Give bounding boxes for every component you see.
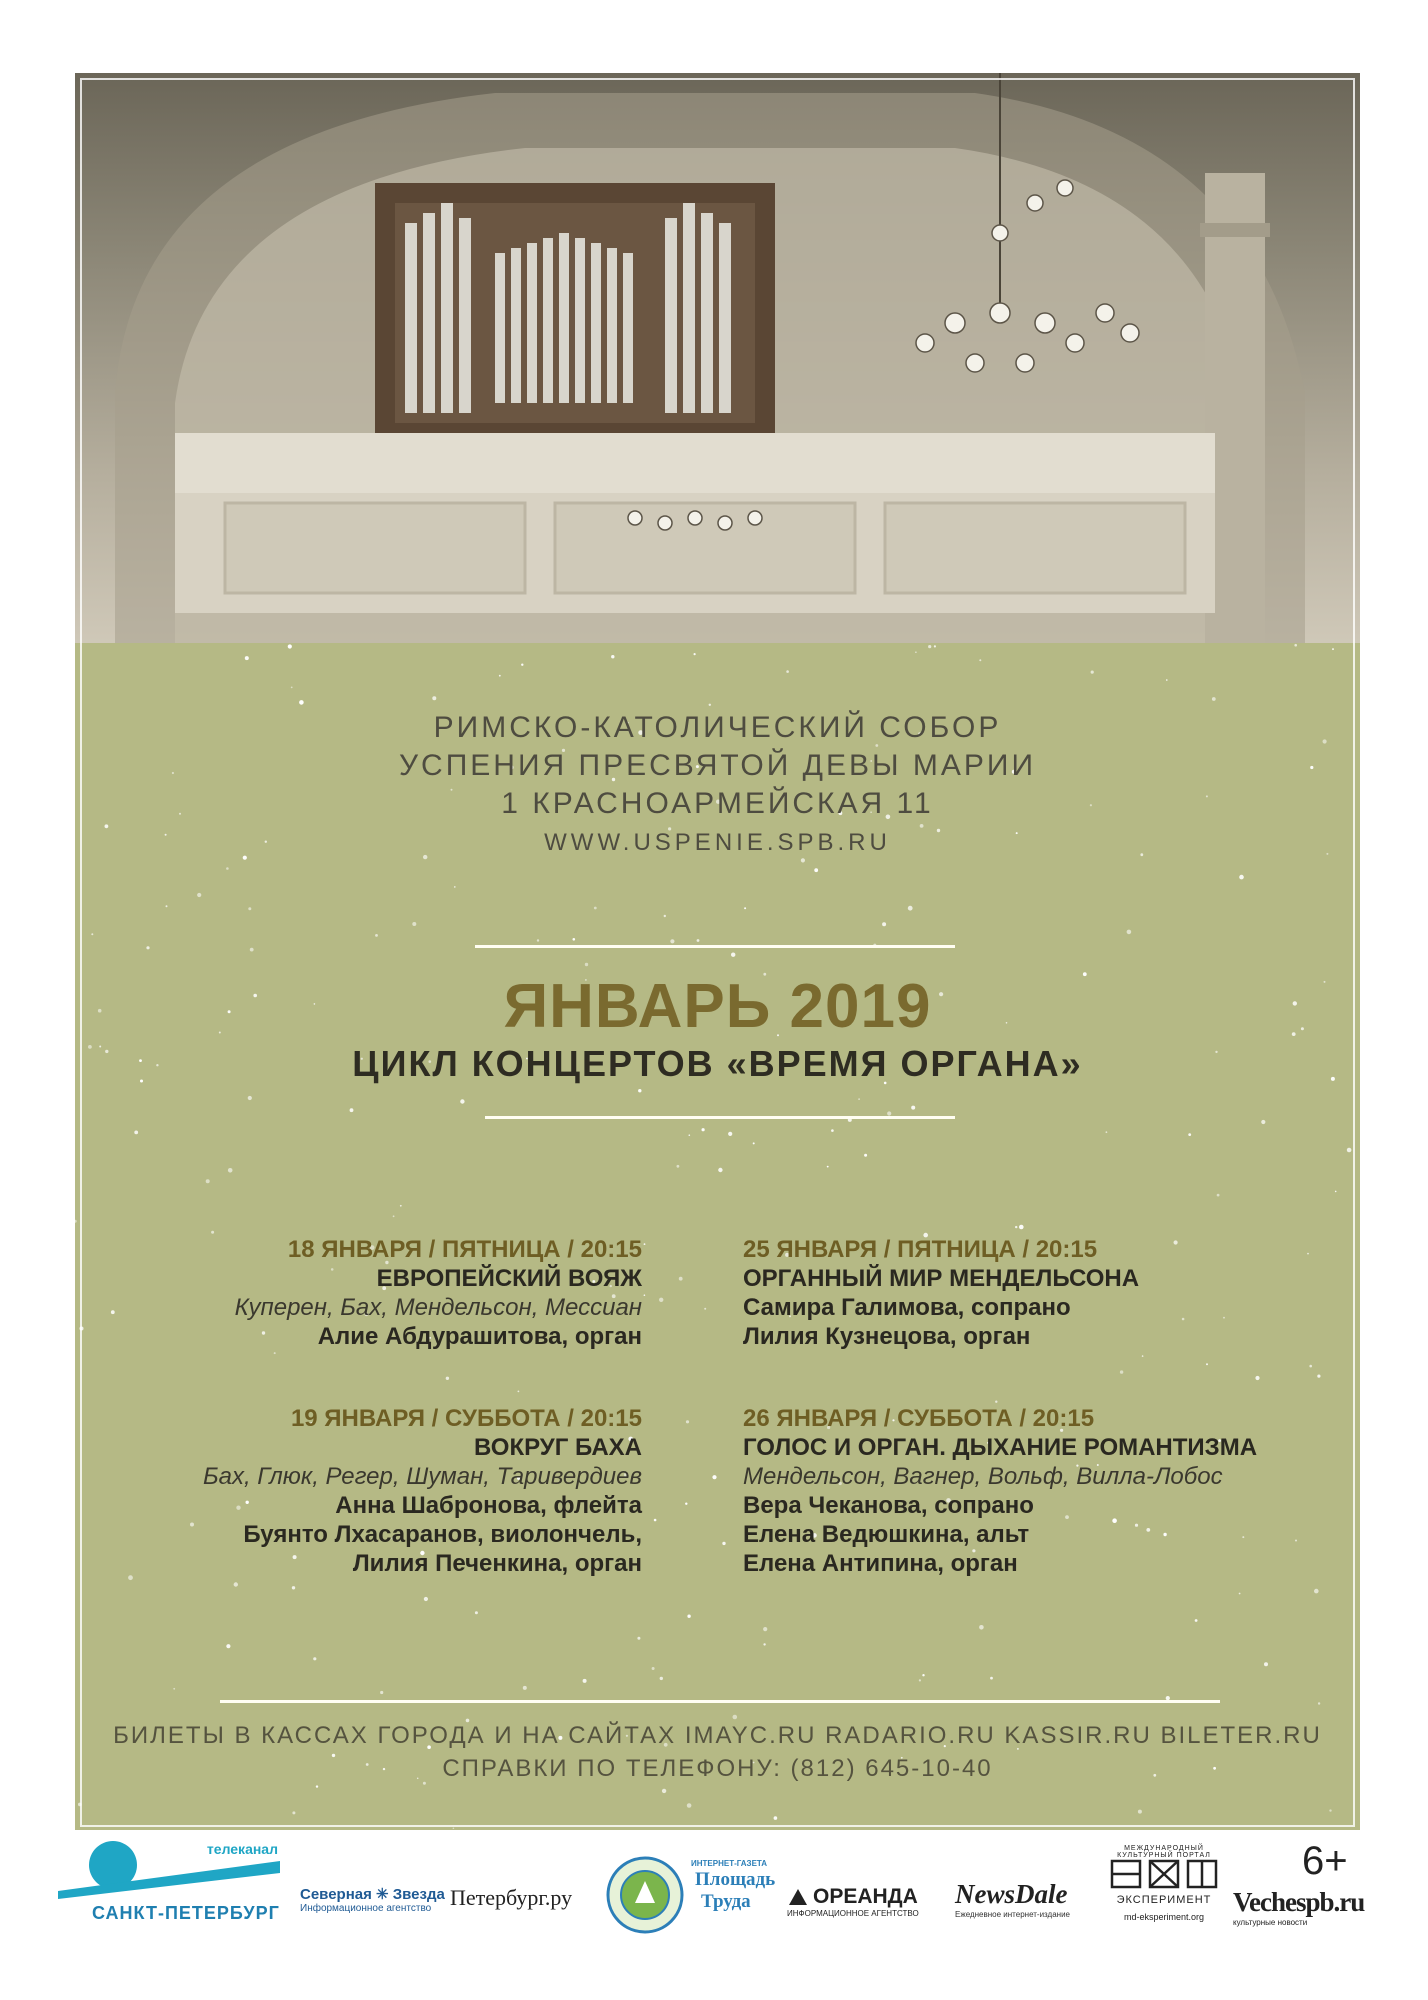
sparkle-dot — [166, 905, 168, 907]
sparkle-dot — [313, 1657, 316, 1660]
sparkle-dot — [134, 1131, 138, 1135]
sparkle-dot — [1212, 697, 1216, 701]
sparkle-dot — [664, 915, 666, 917]
sparkle-dot — [128, 1575, 133, 1580]
tickets-info: БИЛЕТЫ В КАССАХ ГОРОДА И НА САЙТАХ IMAYC.RU RADARIO.RU KASSIR.RU BILETER.RU — [113, 1722, 1322, 1749]
sparkle-dot — [919, 1679, 921, 1681]
sparkle-dot — [687, 1615, 690, 1618]
sparkle-dot — [644, 1294, 646, 1296]
sparkle-dot — [499, 675, 501, 677]
tv-label: телеканал — [206, 1841, 278, 1857]
event-performer: Лилия Кузнецова, орган — [743, 1323, 1031, 1350]
sparkle-dot — [1239, 875, 1244, 880]
sparkle-dot — [858, 1098, 860, 1100]
sparkle-dot — [585, 963, 588, 966]
sparkle-dot — [228, 1168, 233, 1173]
zvezda-sub: Информационное агентство — [300, 1903, 432, 1914]
month-title: ЯНВАРЬ 2019 — [503, 972, 932, 1041]
sparkle-dot — [1332, 648, 1334, 650]
event-program: Мендельсон, Вагнер, Вольф, Вилла-Лобос — [743, 1463, 1223, 1490]
sparkle-dot — [685, 1503, 687, 1505]
event-title: ЕВРОПЕЙСКИЙ ВОЯЖ — [376, 1265, 642, 1292]
sparkle-dot — [1317, 1375, 1320, 1378]
md-name: ЭКСПЕРИМЕНТ — [1116, 1894, 1212, 1906]
sparkle-dot — [80, 1327, 84, 1331]
sparkle-dot — [234, 1582, 238, 1586]
peterburg-name: Петербург.ру — [450, 1885, 573, 1910]
sparkle-dot — [887, 1111, 891, 1115]
sparkle-dot — [644, 1243, 646, 1245]
event-card — [235, 1235, 642, 1351]
sparkle-dot — [432, 696, 436, 700]
event-performer: Анна Шабронова, флейта — [335, 1492, 642, 1519]
vechespb-logo[interactable] — [1233, 1887, 1363, 1927]
sparkle-dot — [1264, 1662, 1268, 1666]
sparkle-dot — [704, 1308, 706, 1310]
sparkle-dot — [801, 858, 805, 862]
sparkle-dot — [689, 1134, 691, 1136]
sparkle-dot — [1295, 1540, 1297, 1542]
oreanda-sub: ИНФОРМАЦИОННОЕ АГЕНТСТВО — [787, 1909, 919, 1918]
sparkle-dot — [654, 1519, 657, 1522]
sparkle-dot — [1188, 1133, 1191, 1136]
zvezda-name: Северная ✳ Звезда — [300, 1886, 445, 1903]
sparkle-dot — [248, 907, 251, 910]
sparkle-dot — [446, 1377, 449, 1380]
md-label-2: КУЛЬТУРНЫЙ ПОРТАЛ — [1117, 1852, 1211, 1859]
sparkle-dot — [1182, 1318, 1185, 1321]
sparkle-dot — [1195, 1619, 1198, 1622]
event-program: Бах, Глюк, Регер, Шуман, Таривердиев — [202, 1463, 642, 1490]
sparkle-dot — [1314, 1589, 1319, 1594]
sparkle-dot — [190, 1523, 194, 1527]
sparkle-dot — [1223, 1317, 1225, 1319]
sparkle-dot — [226, 867, 229, 870]
sparkle-dot — [712, 1475, 716, 1479]
sparkle-dot — [652, 1667, 655, 1670]
sparkle-dot — [583, 1679, 587, 1683]
sparkle-dot — [316, 1785, 318, 1787]
oreanda-name: ОРЕАНДА — [813, 1885, 918, 1908]
sparkle-dot — [774, 1816, 778, 1820]
sparkle-dot — [91, 933, 93, 935]
sparkle-dot — [686, 1420, 689, 1423]
ploshad-name-2: Труда — [701, 1891, 751, 1912]
event-date: 25 ЯНВАРЯ / ПЯТНИЦА / 20:15 — [743, 1236, 1098, 1263]
sparkle-dot — [299, 700, 304, 705]
sparkle-dot — [1174, 1240, 1178, 1244]
sparkle-dot — [922, 1674, 924, 1676]
sparkle-dot — [211, 1231, 214, 1234]
sparkle-dot — [1347, 1148, 1352, 1153]
sparkle-dot — [637, 1637, 640, 1640]
sparkle-dot — [292, 1586, 295, 1589]
sparkle-dot — [1166, 679, 1168, 681]
sparkle-dot — [173, 1688, 175, 1690]
tv-name: САНКТ-ПЕТЕРБУРГ — [92, 1903, 280, 1923]
event-performer: Буянто Лхасаранов, виолончель, — [243, 1521, 642, 1548]
sparkle-dot — [453, 1828, 455, 1830]
sparkle-dot — [882, 922, 886, 926]
sparkle-dot — [75, 1220, 77, 1223]
sparkle-dot — [1294, 644, 1297, 647]
event-title: ВОКРУГ БАХА — [474, 1434, 642, 1461]
md-label-1: МЕЖДУНАРОДНЫЙ — [1124, 1845, 1204, 1852]
sparkle-dot — [995, 1401, 997, 1403]
sparkle-dot — [1019, 1225, 1024, 1230]
sparkle-dot — [1318, 1702, 1320, 1704]
veche-sub: культурные новости — [1233, 1918, 1308, 1927]
sparkle-dot — [702, 1128, 705, 1131]
sparkle-dot — [744, 907, 746, 909]
md-url: md-eksperiment.org — [1123, 1912, 1205, 1922]
sparkle-dot — [111, 1310, 115, 1314]
veche-name: Vechespb.ru — [1233, 1887, 1365, 1917]
sparkle-dot — [911, 1106, 915, 1110]
sparkle-dot — [1015, 1226, 1017, 1228]
sparkle-dot — [915, 651, 917, 653]
sparkle-dot — [475, 1611, 478, 1614]
sparkle-dot — [1309, 1365, 1312, 1368]
sparkle-dot — [521, 664, 523, 666]
sparkle-dot — [694, 653, 696, 655]
sparkle-dot — [1335, 1191, 1337, 1193]
sparkle-dot — [814, 868, 818, 872]
sparkle-dot — [1142, 1355, 1144, 1357]
sparkle-dot — [920, 824, 924, 828]
sparkle-dot — [763, 1643, 765, 1645]
sparkle-dot — [274, 1352, 276, 1354]
venue-address: 1 КРАСНОАРМЕЙСКАЯ 11 — [501, 787, 934, 820]
sparkle-dot — [709, 704, 711, 706]
event-date: 26 ЯНВАРЯ / СУББОТА / 20:15 — [743, 1405, 1095, 1432]
sparkle-dot — [291, 687, 293, 689]
sparkle-dot — [226, 1644, 230, 1648]
sparkle-dot — [1120, 1370, 1123, 1373]
sparkle-dot — [248, 1096, 252, 1100]
event-date: 18 ЯНВАРЯ / ПЯТНИЦА / 20:15 — [287, 1236, 642, 1263]
sparkle-dot — [679, 1277, 683, 1281]
event-performer: Алие Абдурашитова, орган — [317, 1323, 642, 1350]
sparkle-dot — [934, 645, 936, 647]
sparkle-dot — [573, 938, 576, 941]
sparkle-dot — [400, 1205, 402, 1207]
sparkle-dot — [831, 1129, 834, 1132]
rule-tickets — [220, 1700, 1220, 1703]
sparkle-dot — [245, 656, 249, 660]
severnaya-zvezda-logo[interactable] — [300, 1885, 445, 1914]
sparkle-dot — [375, 934, 378, 937]
sparkle-dot — [677, 1165, 680, 1168]
sparkle-dot — [292, 1811, 295, 1814]
sparkle-dot — [1138, 1810, 1142, 1814]
sponsor-logos — [0, 1835, 1428, 2000]
event-card — [743, 1235, 1139, 1351]
poster — [75, 73, 1360, 1830]
sparkle-dot — [687, 1803, 692, 1808]
sparkle-dot — [827, 1166, 829, 1168]
sparkle-dot — [979, 1625, 984, 1630]
sparkle-dot — [611, 655, 614, 658]
event-performer: Елена Антипина, орган — [743, 1550, 1018, 1577]
event-card — [203, 1404, 642, 1578]
newsdale-logo[interactable] — [955, 1879, 1105, 1919]
sparkle-dot — [763, 1627, 767, 1631]
event-performer: Лилия Печенкина, орган — [352, 1550, 642, 1577]
venue-website[interactable]: WWW.USPENIE.SPB.RU — [544, 829, 891, 856]
sparkle-dot — [78, 1803, 82, 1807]
ploshad-label: ИНТЕРНЕТ-ГАЗЕТА — [691, 1859, 768, 1868]
event-title: ГОЛОС И ОРГАН. ДЫХАНИЕ РОМАНТИЗМА — [743, 1434, 1258, 1461]
newsdale-sub: Ежедневное интернет-издание — [955, 1910, 1070, 1919]
sparkle-dot — [518, 1391, 520, 1393]
sparkle-dot — [660, 1677, 663, 1680]
sparkle-dot — [454, 886, 456, 888]
sparkle-dot — [864, 1154, 867, 1157]
sparkle-dot — [718, 1168, 722, 1172]
sparkle-dot — [979, 659, 981, 661]
event-card — [743, 1404, 1257, 1578]
sparkle-dot — [380, 1691, 383, 1694]
event-performer: Елена Ведюшкина, альт — [743, 1521, 1030, 1548]
sparkle-dot — [206, 1179, 210, 1183]
oreanda-logo[interactable] — [787, 1885, 947, 1918]
md-eksperiment-logo[interactable] — [1108, 1845, 1220, 1922]
peterburg-ru-logo[interactable] — [450, 1885, 572, 1911]
sparkle-dot — [250, 948, 254, 952]
sparkle-dot — [393, 1215, 395, 1217]
sparkle-dot — [197, 893, 201, 897]
sparkle-dot — [908, 906, 913, 911]
event-title: ОРГАННЫЙ МИР МЕНДЕЛЬСОНА — [743, 1265, 1140, 1292]
sparkle-dot — [670, 939, 674, 943]
tv-spb-logo[interactable] — [58, 1839, 280, 1929]
md-squares-icon — [1108, 1859, 1220, 1889]
sparkle-dot — [460, 1099, 464, 1103]
sparkle-dot — [146, 946, 149, 949]
event-program: Куперен, Бах, Мендельсон, Мессиан — [234, 1294, 642, 1321]
series-title: ЦИКЛ КОНЦЕРТОВ «ВРЕМЯ ОРГАНА» — [352, 1043, 1083, 1084]
sparkle-dot — [728, 1132, 732, 1136]
sparkle-dot — [1261, 1120, 1265, 1124]
sparkle-dot — [1091, 671, 1094, 674]
sparkle-dot — [733, 1715, 738, 1720]
oreanda-sail-icon — [787, 1887, 809, 1907]
sparkle-dot — [659, 1298, 663, 1302]
sparkle-dot — [1127, 930, 1132, 935]
sparkle-dot — [350, 1108, 354, 1112]
sparkle-dot — [990, 1677, 993, 1680]
sparkle-dot — [662, 1789, 666, 1793]
rule-top — [475, 945, 955, 948]
sparkle-dot — [1106, 1131, 1108, 1133]
venue-line-2: УСПЕНИЯ ПРЕСВЯТОЙ ДЕВЫ МАРИИ — [398, 749, 1037, 782]
newsdale-name: NewsDale — [955, 1879, 1068, 1909]
sparkle-dot — [523, 1686, 527, 1690]
sparkle-dot — [753, 1142, 755, 1144]
sparkle-dot — [1206, 1363, 1208, 1365]
sparkle-dot — [786, 670, 789, 673]
event-date: 19 ЯНВАРЯ / СУББОТА / 20:15 — [290, 1405, 642, 1432]
event-performer: Самира Галимова, сопрано — [743, 1294, 1071, 1321]
sparkle-dot — [1239, 1593, 1241, 1595]
venue-line-1: РИМСКО-КАТОЛИЧЕСКИЙ СОБОР — [433, 711, 1002, 744]
ploshad-truda-logo[interactable] — [605, 1855, 780, 1935]
sparkle-dot — [1329, 1809, 1331, 1811]
sparkle-dot — [537, 939, 539, 941]
sparkle-dot — [722, 1542, 725, 1545]
event-performer: Вера Чеканова, сопрано — [743, 1492, 1034, 1519]
sparkle-dot — [1217, 1194, 1220, 1197]
sparkle-dot — [594, 907, 597, 910]
sparkle-dot — [1255, 1376, 1259, 1380]
rule-bottom — [485, 1116, 955, 1119]
sparkle-dot — [697, 939, 700, 942]
sparkle-dot — [1307, 1253, 1309, 1255]
age-rating: 6+ — [1302, 1839, 1348, 1883]
phone-info: СПРАВКИ ПО ТЕЛЕФОНУ: (812) 645-10-40 — [442, 1755, 993, 1782]
sparkle-dot — [424, 1597, 428, 1601]
ploshad-truda-emblem-icon — [605, 1855, 685, 1935]
sparkle-dot — [928, 645, 931, 648]
sparkle-dot — [288, 644, 292, 648]
ploshad-name-1: Площадь — [695, 1869, 776, 1890]
sparkle-dot — [638, 1089, 641, 1092]
sparkle-dot — [731, 953, 735, 957]
sparkle-dot — [412, 922, 416, 926]
sparkle-dot — [105, 824, 109, 828]
